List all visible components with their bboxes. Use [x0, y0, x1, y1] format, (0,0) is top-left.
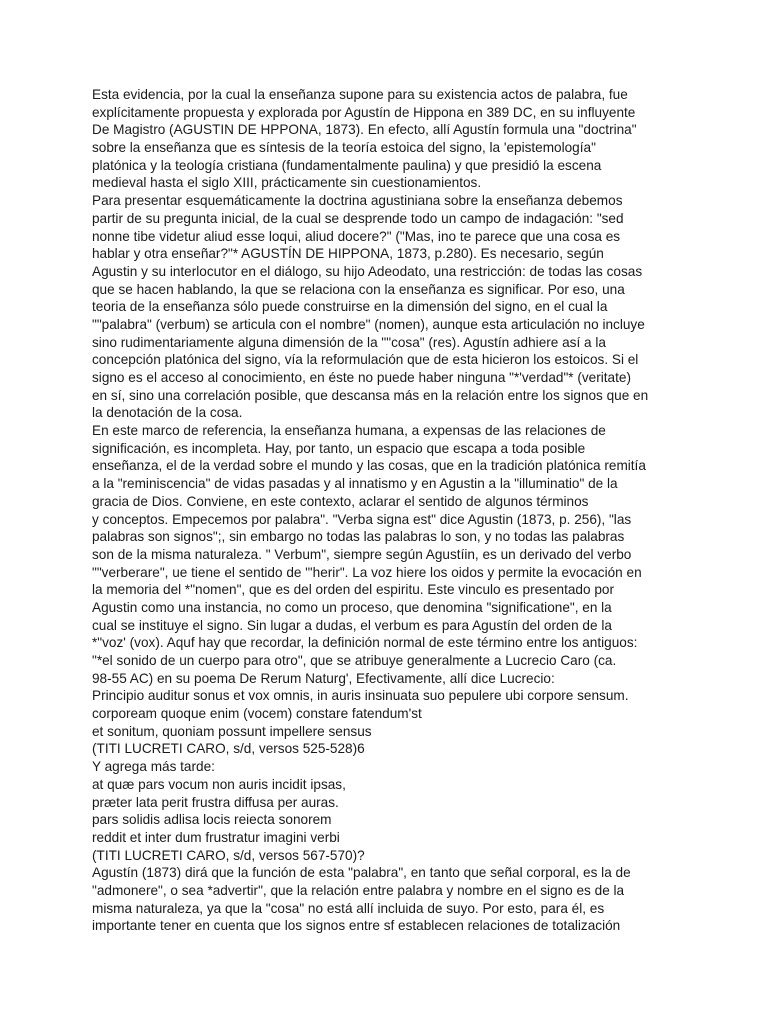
text-line: hablar y otra enseñar?"* AGUSTÍN DE HIPPONA, 1873, p.280). Es necesario, según: [92, 246, 604, 262]
text-line: a la "reminiscencia" de vidas pasadas y al innatismo y en Agustin a la "illuminatio" de la: [92, 476, 618, 492]
text-line: Agustín (1873) dirá que la función de esta "palabra", en tanto que señal corporal, es la de: [92, 865, 631, 881]
text-line: et sonitum, quoniam possunt impellere sensus: [92, 723, 372, 739]
text-line: y conceptos. Empecemos por palabra". "Verba signa est" dice Agustin (1873, p. 256), "las: [92, 511, 632, 527]
text-line: concepción platónica del signo, vía la reformulación que de esta hicieron los estoicos. Si el: [92, 352, 639, 368]
text-line: Y agrega más tarde:: [92, 759, 215, 775]
text-line: importante tener en cuenta que los signos entre sf establecen relaciones de totalización: [92, 918, 621, 934]
text-line: la denotación de la cosa.: [92, 405, 243, 421]
text-line: pars solidis adlisa locis reiecta sonorem: [92, 812, 332, 828]
text-line: misma naturaleza, ya que la "cosa" no está allí incluida de suyo. Por esto, para él, es: [92, 900, 605, 916]
text-line: *"voz' (vox). Aquf hay que recordar, la definición normal de este término entre los antiguos:: [92, 635, 638, 651]
text-line: significación, es incompleta. Hay, por tanto, un espacio que escapa a toda posible: [92, 440, 586, 456]
text-line: ""palabra" (verbum) se articula con el nombre" (nomen), aunque esta articulación no incluye: [92, 316, 645, 332]
text-line: Esta evidencia, por la cual la enseñanza supone para su existencia actos de palabra, fue: [92, 87, 628, 102]
text-line: la memoria del *"nomen", que es del orden del espiritu. Este vinculo es presentado por: [92, 582, 614, 598]
text-line: Principio auditur sonus et vox omnis, in auris insinuata suo pepulere ubi corpore sensum.: [92, 688, 629, 704]
text-line: corpoream quoque enim (vocem) constare fatendum'st: [92, 706, 422, 722]
text-line: Agustin como una instancia, no como un proceso, que denomina "significatione", en la: [92, 599, 612, 615]
text-line: cual se instituye el signo. Sin lugar a dudas, el verbum es para Agustín del orden de la: [92, 617, 612, 633]
text-line: Agustin y su interlocutor en el diálogo, su hijo Adeodato, una restricción: de todas las cosas: [92, 263, 643, 279]
text-line: Para presentar esquemáticamente la doctrina agustiniana sobre la enseñanza debemos: [92, 193, 623, 209]
text-line: "admonere", o sea *advertir", que la relación entre palabra y nombre en el signo es de la: [92, 882, 625, 898]
text-line: son de la misma naturaleza. " Verbum", siempre según Agustíin, es un derivado del verbo: [92, 546, 632, 562]
text-line: teoria de la enseñanza sólo puede construirse en la dimensión del signo, en el cual la: [92, 299, 608, 315]
text-line: nonne tibe videtur aliud esse loqui, aliud docere?" ("Mas, ino te parece que una cosa es: [92, 228, 621, 244]
text-line: sino rudimentariamente alguna dimensión de la ""cosa" (res). Agustín adhiere así a la: [92, 334, 606, 350]
text-line: explícitamente propuesta y explorada por Agustín de Hippona en 389 DC, en su influyente: [92, 104, 636, 120]
text-line: medieval hasta el siglo XIII, prácticamente sin cuestionamientos.: [92, 175, 482, 191]
text-line: enseñanza, el de la verdad sobre el mundo y las cosas, que en la tradición platónica remitía: [92, 458, 646, 474]
text-line: partir de su pregunta inicial, de la cual se desprende todo un campo de indagación: "sed: [92, 210, 624, 226]
text-line: platónica y la teología cristiana (fundamentalmente paulina) y que presidió la escena: [92, 157, 602, 173]
text-line: (TITI LUCRETI CARO, s/d, versos 525-528)6: [92, 741, 365, 757]
text-line: sobre la enseñanza que es síntesis de la teoría estoica del signo, la 'epistemología": [92, 140, 596, 156]
text-line: (TITI LUCRETI CARO, s/d, versos 567-570)?: [92, 847, 365, 863]
text-line: 98-55 AC) en su poema De Rerum Naturg', Efectivamente, allí dice Lucrecio:: [92, 670, 555, 686]
text-line: gracia de Dios. Conviene, en este contexto, aclarar el sentido de algunos términos: [92, 493, 589, 509]
text-line: at quæ pars vocum non auris incidit ipsas,: [92, 776, 346, 792]
text-line: De Magistro (AGUSTIN DE HPPONA, 1873). En efecto, allí Agustín formula una "doctrina": [92, 122, 637, 138]
text-line: en sí, sino una correlación posible, que descansa más en la relación entre los signos que en: [92, 387, 649, 403]
text-line: palabras son signos";, sin embargo no todas las palabras lo son, y no todas las palabras: [92, 529, 625, 545]
text-line: reddit et inter dum frustratur imagini verbi: [92, 829, 340, 845]
text-line: signo es el acceso al conocimiento, en éste no puede haber ninguna "*'verdad"* (veritate): [92, 370, 631, 385]
text-line: que se hacen hablando, la que se relaciona con la enseñanza es significar. Por eso, una: [92, 281, 625, 297]
text-line: "*el sonido de un cuerpo para otro", que se atribuye generalmente a Lucrecio Caro (ca.: [92, 653, 617, 668]
text-line: præter lata perit frustra diffusa per auras.: [92, 794, 339, 810]
text-line: En este marco de referencia, la enseñanza humana, a expensas de las relaciones de: [92, 423, 606, 439]
text-line: ""verberare", ue tiene el sentido de "'herir". La voz hiere los oidos y permite la evocación en: [92, 564, 642, 580]
document-page: [92, 86, 652, 935]
